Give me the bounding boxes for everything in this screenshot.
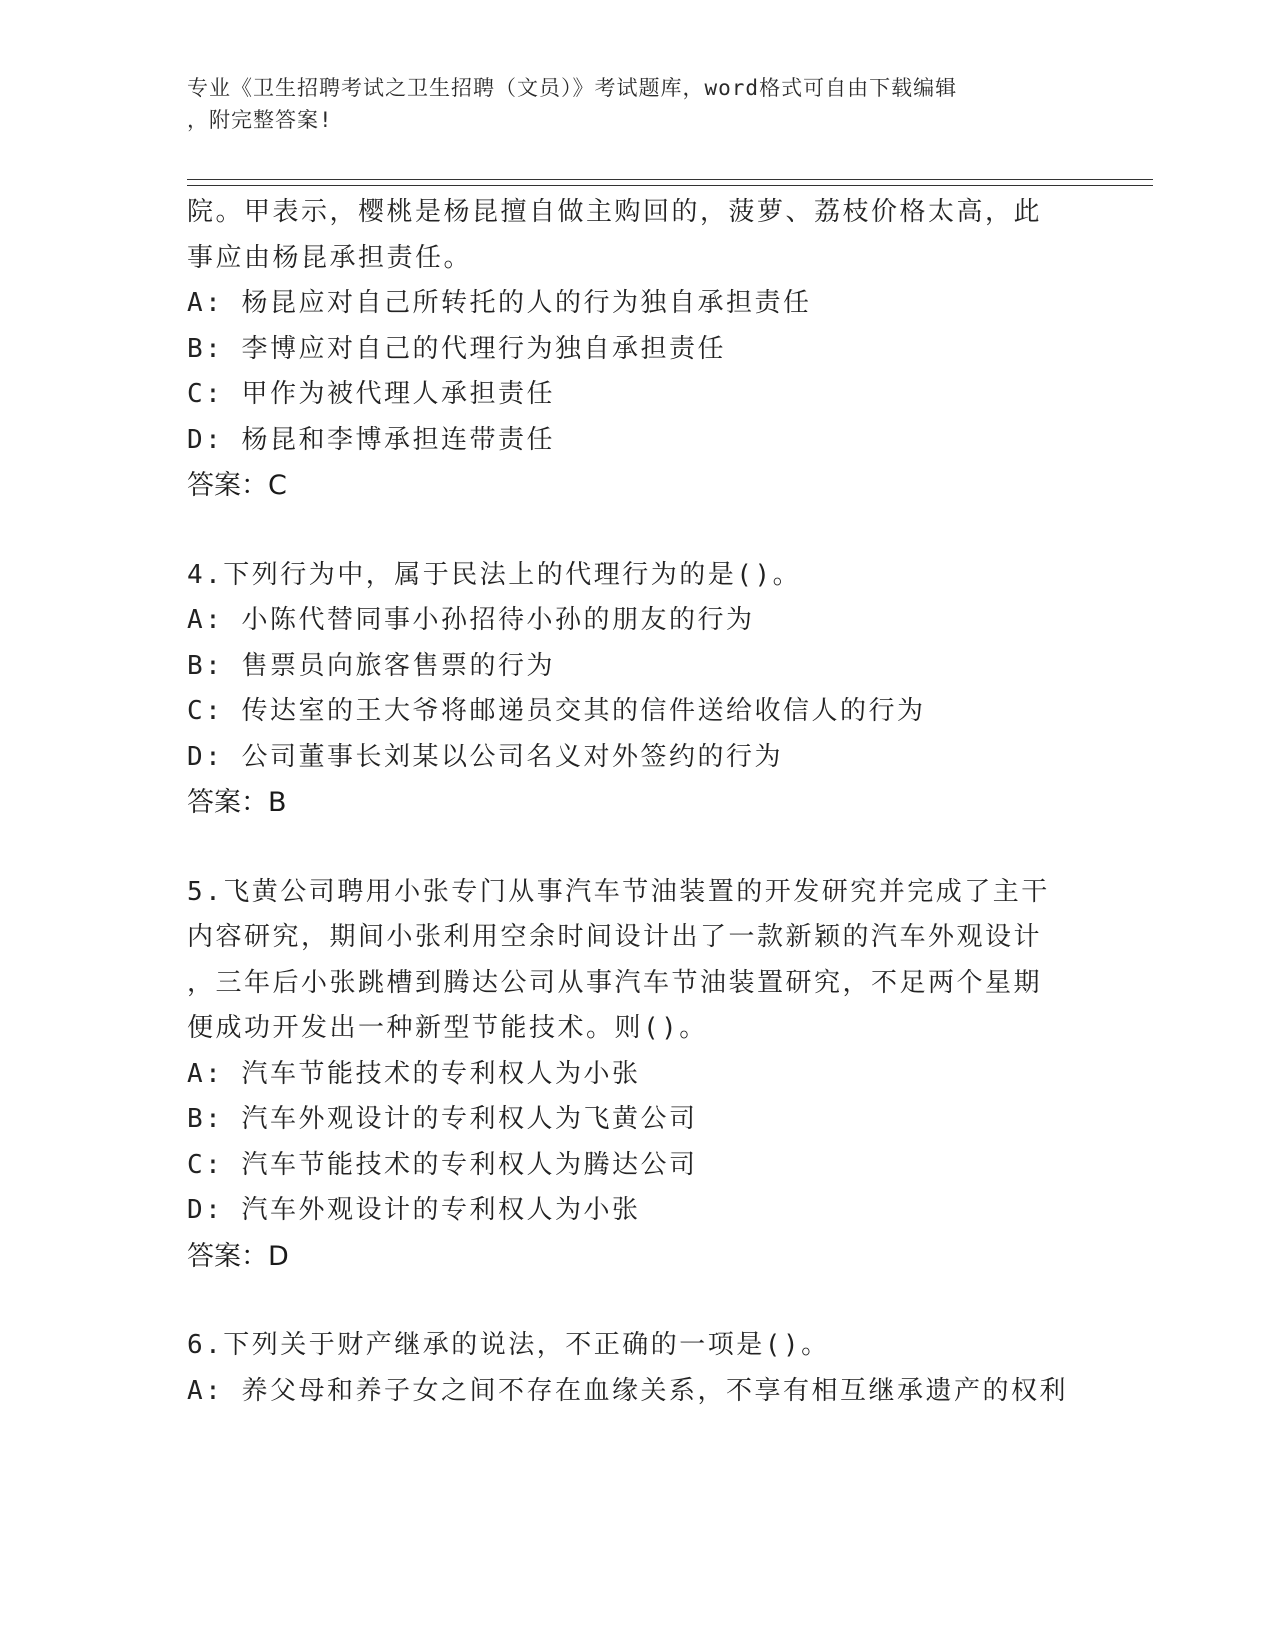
question-5 — [187, 870, 1107, 1280]
option-c: C: 汽车节能技术的专利权人为腾达公司 — [187, 1149, 698, 1180]
answer-line: 答案：C — [187, 470, 287, 501]
question-stem-line: 院。甲表示，樱桃是杨昆擅自做主购回的，菠萝、荔枝价格太高，此 — [187, 197, 1043, 227]
question-6 — [187, 1323, 1107, 1414]
header-rule-bottom — [187, 185, 1153, 186]
option-c: C: 甲作为被代理人承担责任 — [187, 379, 555, 409]
option-a: A: 杨昆应对自己所转托的人的行为独自承担责任 — [187, 288, 812, 318]
option-d: D: 汽车外观设计的专利权人为小张 — [187, 1195, 641, 1225]
header-line-2: ，附完整答案! — [187, 108, 333, 132]
option-d: D: 杨昆和李博承担连带责任 — [187, 424, 555, 455]
question-stem-line: 5.飞黄公司聘用小张专门从事汽车节油装置的开发研究并完成了主干 — [187, 876, 1050, 907]
option-b: B: 售票员向旅客售票的行为 — [187, 650, 555, 681]
option-a: A: 小陈代替同事小孙招待小孙的朋友的行为 — [187, 605, 755, 635]
document-header — [187, 72, 1067, 136]
option-d: D: 公司董事长刘某以公司名义对外签约的行为 — [187, 741, 783, 772]
header-rule-top — [187, 179, 1153, 180]
question-stem-line: 便成功开发出一种新型节能技术。则()。 — [187, 1013, 708, 1043]
option-a: A: 汽车节能技术的专利权人为小张 — [187, 1058, 641, 1089]
answer-line: 答案：B — [187, 787, 287, 818]
question-stem-line: 4.下列行为中，属于民法上的代理行为的是()。 — [187, 559, 802, 590]
option-a: A: 养父母和养子女之间不存在血缘关系，不享有相互继承遗产的权利 — [187, 1375, 1068, 1406]
question-stem-line: ，三年后小张跳槽到腾达公司从事汽车节油装置研究，不足两个星期 — [187, 967, 1043, 998]
question-stem-line: 6.下列关于财产继承的说法，不正确的一项是()。 — [187, 1330, 830, 1360]
question-stem-line: 内容研究，期间小张利用空余时间设计出了一款新颖的汽车外观设计 — [187, 922, 1043, 952]
option-b: B: 李博应对自己的代理行为独自承担责任 — [187, 333, 726, 364]
header-line-1: 专业《卫生招聘考试之卫生招聘（文员）》考试题库，word格式可自由下载编辑 — [187, 76, 958, 100]
option-c: C: 传达室的王大爷将邮递员交其的信件送给收信人的行为 — [187, 696, 926, 726]
question-3 — [187, 190, 1107, 509]
option-b: B: 汽车外观设计的专利权人为飞黄公司 — [187, 1104, 698, 1134]
question-list — [187, 190, 1107, 1414]
question-stem-line: 事应由杨昆承担责任。 — [187, 242, 473, 273]
answer-line: 答案：D — [187, 1240, 289, 1272]
question-4 — [187, 553, 1107, 826]
